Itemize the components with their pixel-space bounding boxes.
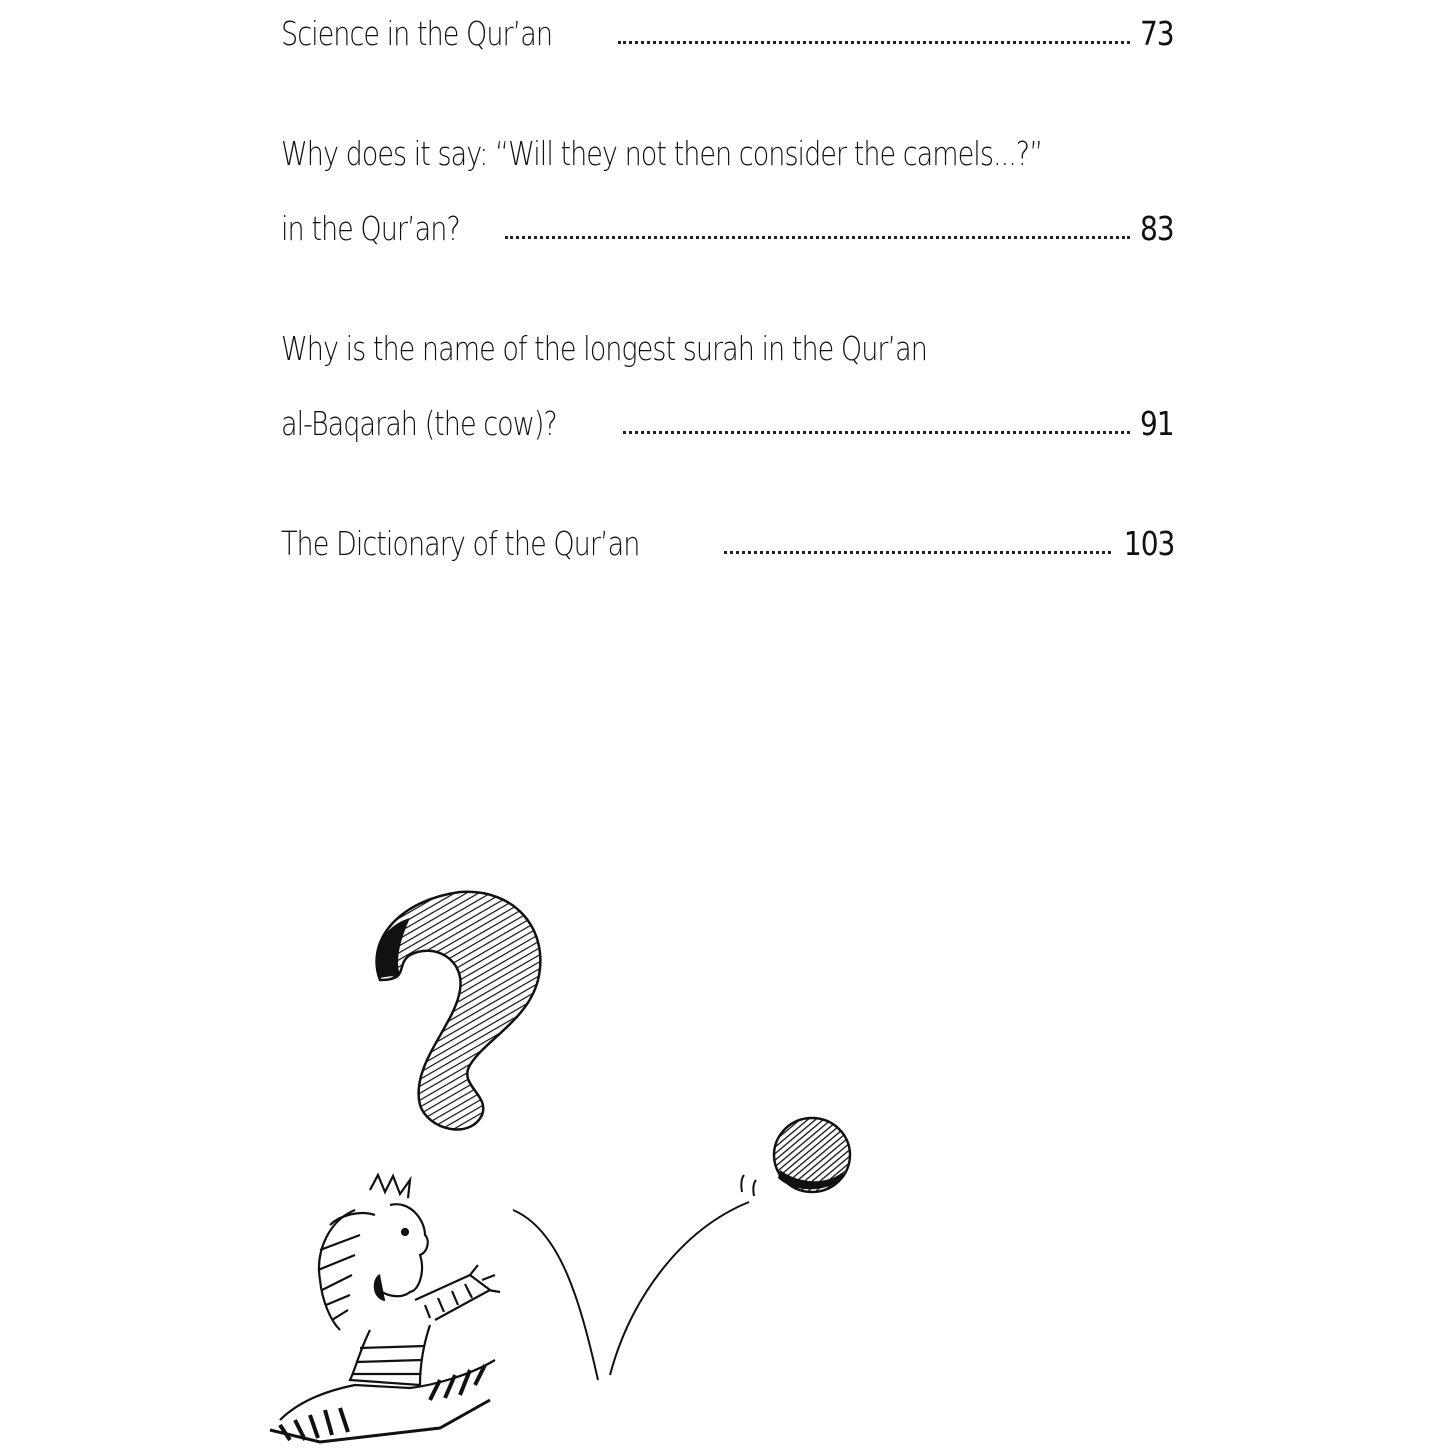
toc-entry-title: The Dictionary of the Qur’an [281, 524, 640, 563]
toc-page-number: 83 [1140, 209, 1174, 248]
question-mark-icon [376, 892, 541, 1130]
toc-entry-title: al-Baqarah (the cow)? [281, 404, 557, 443]
toc-page-number: 91 [1140, 404, 1174, 443]
child-figure [270, 1175, 500, 1442]
cartoon-illustration [260, 880, 880, 1445]
toc-entry-title: in the Qur’an? [281, 209, 460, 248]
toc-page-number: 73 [1140, 14, 1174, 53]
dot-leader [623, 431, 1130, 434]
dot-leader [618, 41, 1131, 44]
toc-entry-title: Why does it say: “Will they not then consider the camels...?” [281, 134, 1043, 173]
toc-entry-camels-line1[interactable] [281, 120, 1174, 173]
ball-icon [741, 1118, 850, 1196]
dot-leader [505, 236, 1130, 239]
toc-entry-baqarah-line1[interactable] [281, 315, 1174, 368]
dot-leader [724, 551, 1111, 554]
toc-page-number: 103 [1123, 524, 1174, 563]
bounce-trajectory [513, 1210, 598, 1380]
toc-entry-science[interactable] [281, 0, 1174, 53]
toc-entry-baqarah[interactable] [281, 390, 1174, 443]
toc-entry-title: Science in the Qur’an [281, 14, 553, 53]
toc-entry-camels[interactable] [281, 195, 1174, 248]
toc-entry-title: Why is the name of the longest surah in the Qur’an [281, 329, 927, 368]
toc-entry-dictionary[interactable] [281, 510, 1174, 563]
bounce-trajectory [610, 1202, 749, 1375]
